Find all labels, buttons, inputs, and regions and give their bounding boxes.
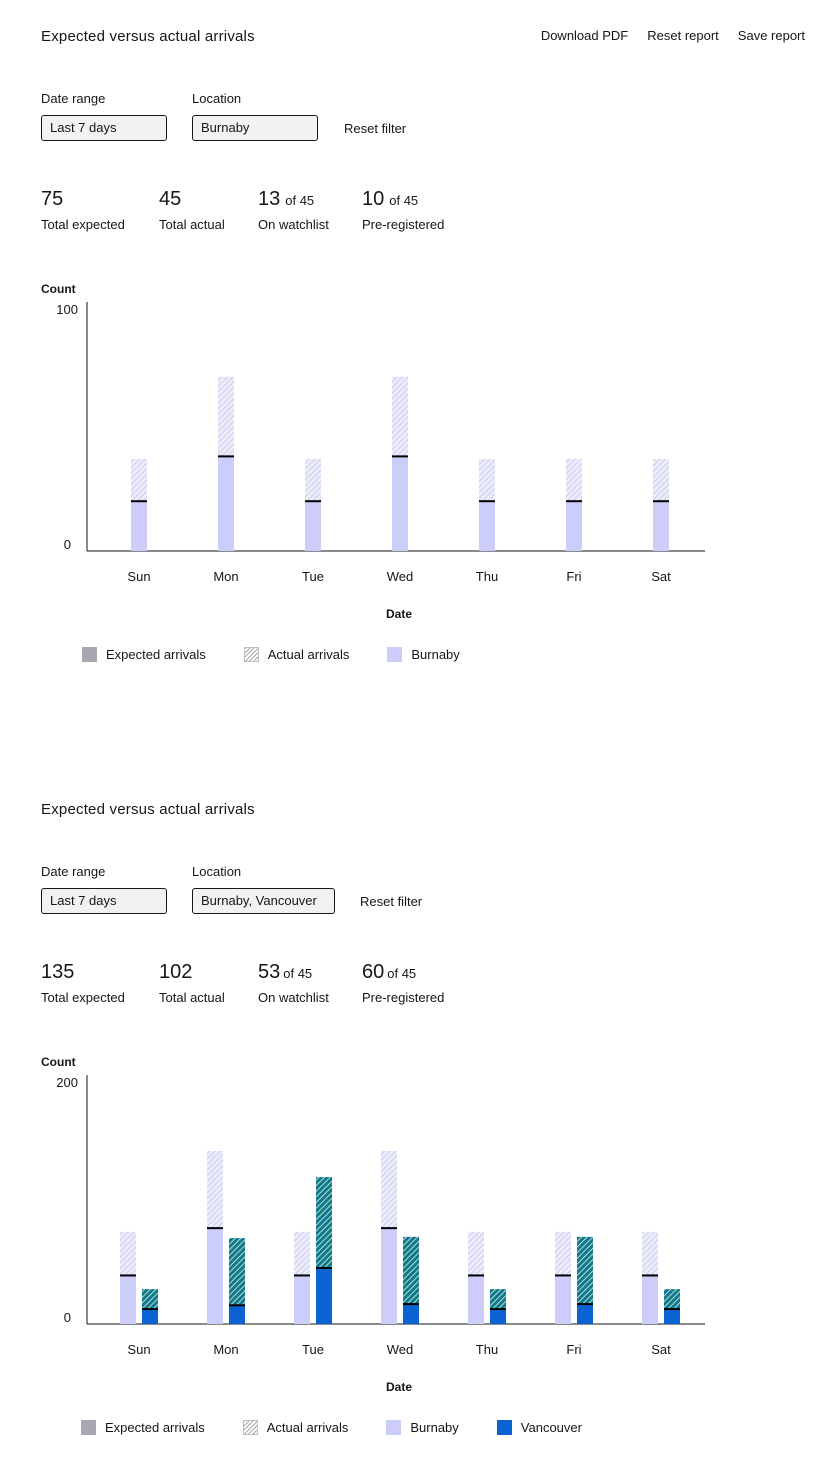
location-select[interactable]: Burnaby [192,115,318,141]
expected-bar-vancouver [490,1289,506,1309]
stat-value: 75 [41,188,64,210]
actual-bar-burnaby [566,501,582,551]
actual-bar-vancouver [229,1305,245,1324]
stat-label: Total expected [41,990,125,1005]
location-label: Location [192,864,242,879]
x-axis-label: Date [385,1380,413,1394]
legend-burnaby [386,1420,458,1435]
expected-bar-vancouver [142,1289,158,1309]
legend-label: Vancouver [520,1420,582,1435]
expected-bar-burnaby [468,1232,484,1276]
stat-value: 53 [258,961,281,983]
legend-expected [82,647,206,662]
stat-label: Pre-registered [362,217,445,232]
x-tick-label: Sun [127,1342,151,1357]
actual-bar-vancouver [490,1309,506,1324]
y-axis-label: Count [41,282,76,296]
download-pdf-button[interactable]: Download PDF [540,28,629,43]
actual-bar-burnaby [555,1275,571,1324]
stat-value: 13 [258,188,281,210]
legend-label: Burnaby [410,1420,459,1435]
y-tick-label: 0 [63,1310,71,1325]
legend-burnaby [387,647,459,662]
stat-value: 45 [159,188,182,210]
stat-label: Total expected [41,217,125,232]
x-tick-label: Sat [651,1342,671,1357]
legend-swatch [243,1420,258,1435]
x-tick-label: Tue [302,569,324,584]
x-tick-label: Mon [213,1342,239,1357]
stat-on-watchlist [258,188,329,232]
expected-bar-vancouver [403,1237,419,1304]
arrivals-chart [0,270,831,635]
expected-bar-burnaby [120,1232,136,1276]
expected-bar-burnaby [566,459,582,501]
stat-suffix: of 45 [283,966,313,981]
stat-total-actual [159,188,225,232]
stat-on-watchlist [258,961,329,1005]
stat-suffix: of 45 [389,193,419,208]
chart-legend [82,647,498,662]
stat-value: 135 [41,961,75,983]
stat-label: On watchlist [258,990,329,1005]
reset-filter-button[interactable]: Reset filter [344,121,407,136]
date-range-label: Date range [41,864,106,879]
legend-swatch [81,1420,96,1435]
stat-value: 60 [362,961,385,983]
actual-bar-vancouver [403,1304,419,1324]
report-title: Expected versus actual arrivals [41,28,255,45]
report-panel-burnaby-vancouver [0,773,831,1473]
stat-value: 10 [362,188,385,210]
x-tick-label: Thu [475,569,499,584]
x-tick-label: Wed [386,569,414,584]
expected-bar-burnaby [218,377,234,457]
legend-label: Expected arrivals [106,647,206,662]
actual-bar-vancouver [142,1309,158,1324]
expected-bar-burnaby [392,377,408,457]
date-range-select[interactable]: Last 7 days [41,888,167,914]
save-report-button[interactable]: Save report [737,28,805,43]
x-axis-label: Date [385,607,413,621]
expected-bar-burnaby [653,459,669,501]
legend-swatch [386,1420,401,1435]
expected-bar-vancouver [577,1237,593,1304]
x-tick-label: Mon [213,569,239,584]
expected-bar-vancouver [316,1177,332,1268]
expected-bar-burnaby [131,459,147,501]
legend-vancouver [497,1420,582,1435]
stat-suffix: of 45 [285,193,315,208]
stat-total-expected [41,961,125,1005]
actual-bar-burnaby [294,1275,310,1324]
date-range-select[interactable]: Last 7 days [41,115,167,141]
reset-report-button[interactable]: Reset report [647,28,719,43]
stat-total-expected [41,188,125,232]
actual-bar-vancouver [577,1304,593,1324]
x-tick-label: Sun [127,569,151,584]
actual-bar-burnaby [642,1275,658,1324]
expected-bar-burnaby [294,1232,310,1276]
legend-swatch [387,647,402,662]
legend-label: Burnaby [411,647,460,662]
date-range-label: Date range [41,91,106,106]
expected-bar-burnaby [305,459,321,501]
actual-bar-burnaby [381,1228,397,1324]
stat-label: On watchlist [258,217,329,232]
chart-legend [81,1420,620,1435]
legend-swatch [244,647,259,662]
y-tick-label: 100 [56,302,78,317]
expected-bar-burnaby [555,1232,571,1276]
y-axis-label: Count [41,1055,76,1069]
legend-actual [243,1420,349,1435]
actual-bar-vancouver [316,1268,332,1324]
reset-filter-button[interactable]: Reset filter [360,894,423,909]
expected-bar-burnaby [207,1151,223,1228]
report-title: Expected versus actual arrivals [41,801,255,818]
actual-bar-burnaby [120,1275,136,1324]
x-tick-label: Tue [302,1342,324,1357]
legend-actual [244,647,350,662]
actual-bar-burnaby [218,456,234,551]
x-tick-label: Fri [566,1342,582,1357]
stat-pre-registered [362,961,444,1005]
legend-swatch [82,647,97,662]
legend-expected [81,1420,205,1435]
arrivals-chart [0,1043,831,1408]
actual-bar-burnaby [392,456,408,551]
x-tick-label: Sat [651,569,671,584]
stat-label: Total actual [159,990,225,1005]
expected-bar-burnaby [479,459,495,501]
location-select[interactable]: Burnaby, Vancouver [192,888,335,914]
location-label: Location [192,91,242,106]
actual-bar-burnaby [305,501,321,551]
stat-value: 102 [159,961,193,983]
legend-label: Actual arrivals [266,1420,349,1435]
expected-bar-burnaby [381,1151,397,1228]
y-tick-label: 200 [56,1075,78,1090]
x-tick-label: Thu [475,1342,499,1357]
stat-label: Total actual [159,217,225,232]
actual-bar-burnaby [479,501,495,551]
actual-bar-burnaby [653,501,669,551]
stat-suffix: of 45 [387,966,417,981]
expected-bar-vancouver [664,1289,680,1309]
legend-swatch [497,1420,512,1435]
x-tick-label: Fri [566,569,582,584]
stat-total-actual [159,961,225,1005]
actual-bar-burnaby [207,1228,223,1324]
actual-bar-vancouver [664,1309,680,1324]
stat-label: Pre-registered [362,990,445,1005]
actual-bar-burnaby [131,501,147,551]
x-tick-label: Wed [386,1342,414,1357]
stat-pre-registered [362,188,444,232]
expected-bar-burnaby [642,1232,658,1276]
expected-bar-vancouver [229,1238,245,1305]
actual-bar-burnaby [468,1275,484,1324]
legend-label: Expected arrivals [105,1420,205,1435]
y-tick-label: 0 [63,537,71,552]
legend-label: Actual arrivals [267,647,350,662]
report-actions [541,28,805,43]
